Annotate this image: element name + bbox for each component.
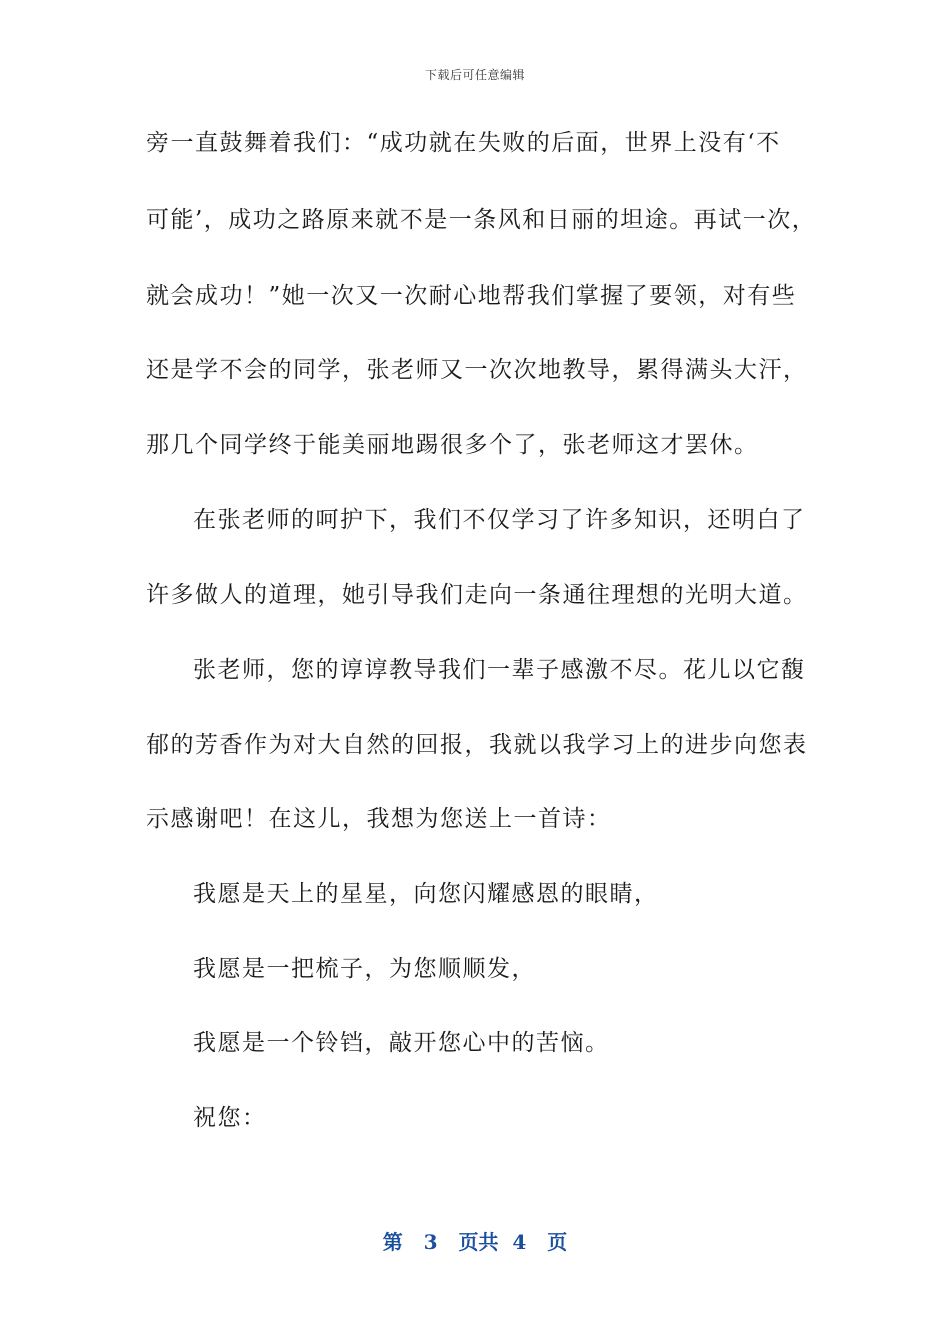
poem-line: 我愿是天上的星星，向您闪耀感恩的眼睛， (193, 881, 659, 907)
paragraph-line: 示感谢吧！在这儿，我想为您送上一首诗： (146, 806, 612, 832)
footer-total-pages: 4 (512, 1230, 527, 1254)
footer-page-number: 3 (423, 1230, 438, 1254)
paragraph-line: 可能’，成功之路原来就不是一条风和日丽的坦途。再试一次， (146, 207, 817, 233)
footer-prefix: 第 (382, 1230, 403, 1254)
paragraph-line: 就会成功！”她一次又一次耐心地帮我们掌握了要领，对有些 (146, 283, 797, 309)
closing-line: 祝您： (193, 1105, 267, 1131)
footer-suffix: 页 (547, 1230, 568, 1254)
paragraph-line: 旁一直鼓舞着我们：“成功就在失败的后面，世界上没有‘不 (146, 130, 781, 156)
paragraph-line: 那几个同学终于能美丽地踢很多个了，张老师这才罢休。 (146, 432, 759, 458)
footer-middle: 页共 (458, 1230, 499, 1254)
poem-line: 我愿是一个铃铛，敲开您心中的苦恼。 (193, 1030, 610, 1056)
paragraph-line: 在张老师的呵护下，我们不仅学习了许多知识，还明白了 (193, 507, 806, 533)
poem-line: 我愿是一把梳子，为您顺顺发， (193, 956, 536, 982)
page-footer (0, 1226, 950, 1255)
paragraph-line: 还是学不会的同学，张老师又一次次地教导，累得满头大汗， (146, 357, 808, 383)
paragraph-line: 张老师，您的谆谆教导我们一辈子感激不尽。花儿以它馥 (193, 657, 806, 683)
paragraph-line: 郁的芳香作为对大自然的回报，我就以我学习上的进步向您表 (146, 732, 808, 758)
paragraph-line: 许多做人的道理，她引导我们走向一条通往理想的光明大道。 (146, 582, 808, 608)
page-header: 下载后可任意编辑 (424, 68, 525, 82)
